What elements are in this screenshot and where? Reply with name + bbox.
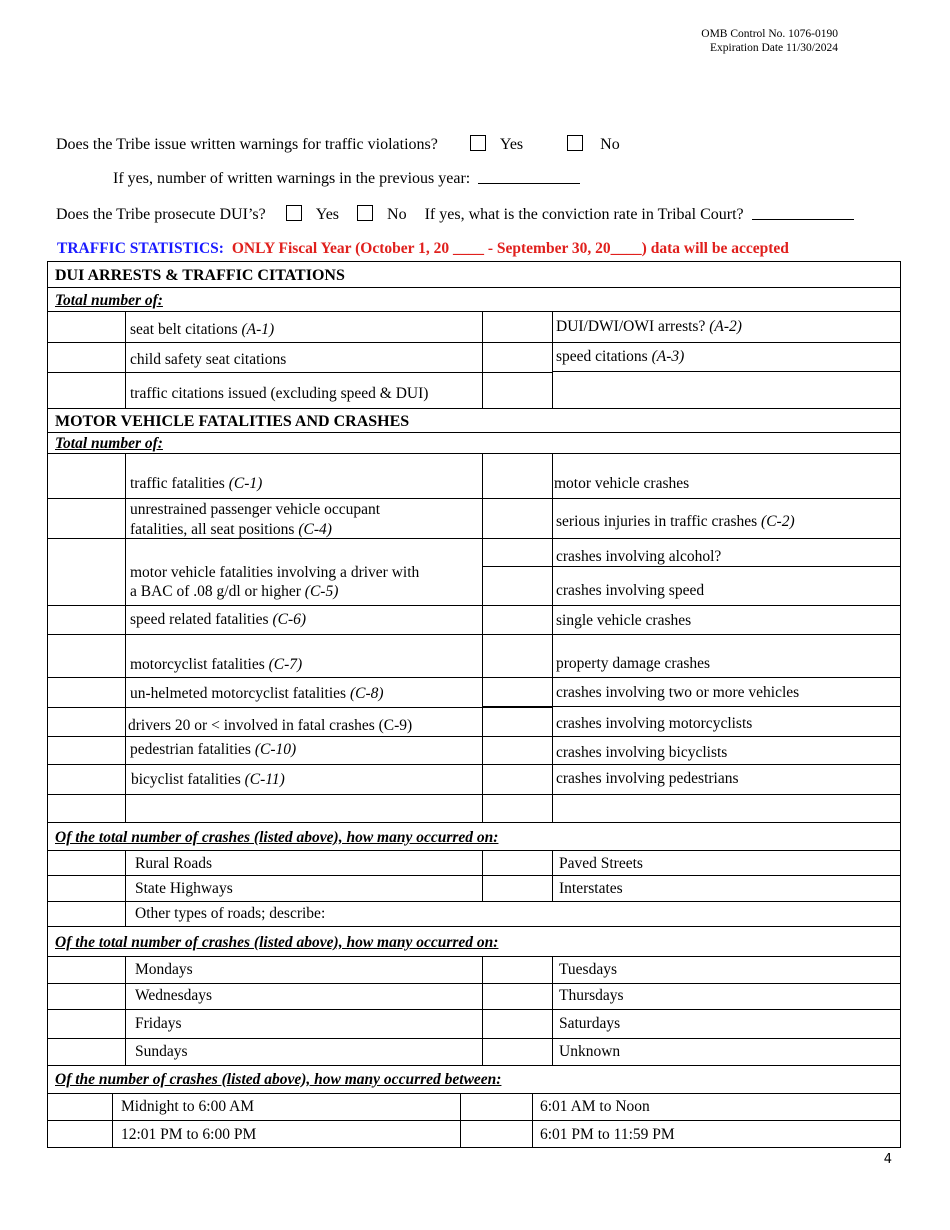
label-crashes-alcohol: crashes involving alcohol? bbox=[556, 548, 722, 565]
row-rule bbox=[47, 372, 552, 373]
dui-yes-checkbox[interactable] bbox=[286, 205, 302, 221]
column-rule bbox=[482, 453, 483, 822]
question-warnings-count bbox=[113, 170, 580, 188]
label-speed-citations: speed citations (A-3) bbox=[556, 348, 685, 365]
row-rule bbox=[47, 736, 552, 737]
question-text: Does the Tribe prosecute DUI’s? bbox=[56, 206, 266, 223]
row-rule bbox=[482, 677, 901, 678]
expiration-date: Expiration Date 11/30/2024 bbox=[710, 42, 838, 54]
column-rule bbox=[552, 956, 553, 1065]
row-rule bbox=[47, 342, 901, 343]
label-motor-vehicle-crashes: motor vehicle crashes bbox=[554, 475, 690, 492]
label-bicyclist-fatalities: bicyclist fatalities (C-11) bbox=[131, 771, 285, 788]
column-rule bbox=[552, 850, 553, 901]
label-tuesdays: Tuesdays bbox=[559, 961, 617, 978]
traffic-statistics-title bbox=[57, 240, 789, 258]
table-rule bbox=[47, 1093, 901, 1094]
label-unknown: Unknown bbox=[559, 1043, 621, 1060]
label-young-drivers: drivers 20 or < involved in fatal crashes (C-9) bbox=[128, 717, 413, 734]
traffic-statistics-label: TRAFFIC STATISTICS: bbox=[57, 240, 224, 257]
column-rule bbox=[552, 453, 553, 822]
subheading-road-types: Of the total number of crashes (listed above), how many occurred on: bbox=[55, 829, 499, 846]
label-midnight-to-6am: Midnight to 6:00 AM bbox=[121, 1098, 255, 1115]
table-rule bbox=[47, 956, 901, 957]
label-state-highways: State Highways bbox=[135, 880, 233, 897]
row-rule bbox=[552, 371, 901, 372]
row-rule bbox=[47, 875, 901, 876]
label-fridays: Fridays bbox=[135, 1015, 182, 1032]
omb-header bbox=[701, 27, 838, 55]
table-rule bbox=[47, 1065, 901, 1066]
no-label: No bbox=[387, 206, 407, 223]
row-rule bbox=[47, 605, 552, 606]
row-rule bbox=[482, 764, 901, 765]
warnings-yes-checkbox[interactable] bbox=[470, 135, 486, 151]
row-rule bbox=[47, 707, 552, 708]
question-prosecute-dui bbox=[56, 205, 854, 224]
column-rule bbox=[125, 311, 126, 408]
row-rule bbox=[482, 794, 901, 795]
table-rule bbox=[47, 408, 901, 409]
label-unhelmeted-fatalities: un-helmeted motorcyclist fatalities (C-8) bbox=[130, 685, 384, 702]
row-rule bbox=[47, 1038, 901, 1039]
row-rule bbox=[482, 634, 901, 635]
label-pedestrian-crashes: crashes involving pedestrians bbox=[556, 770, 739, 787]
section-heading-dui: DUI ARRESTS & TRAFFIC CITATIONS bbox=[55, 267, 345, 284]
label-other-roads: Other types of roads; describe: bbox=[135, 905, 326, 922]
column-rule bbox=[125, 453, 126, 822]
column-rule bbox=[552, 311, 553, 408]
row-rule bbox=[47, 634, 552, 635]
conviction-rate-field[interactable] bbox=[752, 206, 854, 220]
label-sundays: Sundays bbox=[135, 1043, 188, 1060]
label-wednesdays: Wednesdays bbox=[135, 987, 213, 1004]
question-text: If yes, number of written warnings in the previous year: bbox=[113, 170, 471, 187]
label-serious-injuries: serious injuries in traffic crashes (C-2) bbox=[556, 513, 795, 530]
row-rule bbox=[47, 794, 552, 795]
table-rule bbox=[47, 432, 901, 433]
fiscal-year-note: ONLY Fiscal Year (October 1, 20 ____ - September 30, 20____) data will be accepted bbox=[231, 240, 789, 257]
table-rule bbox=[47, 926, 901, 927]
label-seat-belt-citations: seat belt citations (A-1) bbox=[130, 321, 275, 338]
label-6pm-to-midnight: 6:01 PM to 11:59 PM bbox=[540, 1126, 675, 1143]
row-rule bbox=[47, 677, 552, 678]
conviction-question: If yes, what is the conviction rate in Tribal Court? bbox=[424, 206, 744, 223]
row-rule bbox=[47, 1009, 901, 1010]
page-number: 4 bbox=[883, 1152, 892, 1167]
column-rule bbox=[112, 1093, 113, 1148]
table-rule bbox=[47, 453, 901, 454]
subheading-total: Total number of: bbox=[55, 435, 163, 452]
label-unrestrained-occupant-cont: fatalities, all seat positions (C-4) bbox=[130, 521, 332, 538]
label-dui-arrests: DUI/DWI/OWI arrests? (A-2) bbox=[556, 318, 742, 335]
yes-label: Yes bbox=[315, 206, 340, 223]
row-rule bbox=[47, 498, 552, 499]
label-bicyclist-crashes: crashes involving bicyclists bbox=[556, 744, 728, 761]
label-traffic-fatalities: traffic fatalities (C-1) bbox=[130, 475, 263, 492]
label-motorcyclist-fatalities: motorcyclist fatalities (C-7) bbox=[130, 656, 303, 673]
label-pedestrian-fatalities: pedestrian fatalities (C-10) bbox=[130, 741, 297, 758]
subheading-days: Of the total number of crashes (listed above), how many occurred on: bbox=[55, 934, 499, 951]
row-rule bbox=[482, 605, 901, 606]
column-rule bbox=[125, 850, 126, 926]
omb-control-number: OMB Control No. 1076-0190 bbox=[701, 28, 838, 40]
dui-no-checkbox[interactable] bbox=[357, 205, 373, 221]
row-rule bbox=[482, 538, 901, 539]
question-written-warnings bbox=[56, 135, 620, 154]
row-rule bbox=[482, 736, 901, 737]
table-rule bbox=[47, 287, 901, 288]
subheading-time-of-day: Of the number of crashes (listed above), how many occurred between: bbox=[55, 1071, 502, 1088]
table-rule bbox=[47, 850, 901, 851]
label-6am-to-noon: 6:01 AM to Noon bbox=[540, 1098, 650, 1115]
column-rule bbox=[532, 1093, 533, 1148]
column-rule bbox=[482, 956, 483, 1065]
label-single-vehicle-crashes: single vehicle crashes bbox=[556, 612, 692, 629]
label-bac-fatalities: motor vehicle fatalities involving a driver with bbox=[130, 564, 420, 581]
label-noon-to-6pm: 12:01 PM to 6:00 PM bbox=[121, 1126, 257, 1143]
row-rule bbox=[47, 764, 552, 765]
label-speed-fatalities: speed related fatalities (C-6) bbox=[130, 611, 307, 628]
warnings-no-checkbox[interactable] bbox=[567, 135, 583, 151]
table-rule bbox=[47, 822, 901, 823]
question-text: Does the Tribe issue written warnings for traffic violations? bbox=[56, 136, 438, 153]
section-heading-fatalities: MOTOR VEHICLE FATALITIES AND CRASHES bbox=[55, 413, 410, 430]
label-multi-vehicle-crashes: crashes involving two or more vehicles bbox=[556, 684, 800, 701]
yes-label: Yes bbox=[499, 136, 524, 153]
row-rule bbox=[47, 1120, 901, 1121]
row-rule bbox=[47, 983, 901, 984]
label-motorcyclist-crashes: crashes involving motorcyclists bbox=[556, 715, 753, 732]
row-rule bbox=[482, 566, 901, 567]
column-rule bbox=[460, 1093, 461, 1148]
no-label: No bbox=[600, 136, 620, 153]
label-rural-roads: Rural Roads bbox=[135, 855, 213, 872]
label-thursdays: Thursdays bbox=[559, 987, 624, 1004]
label-paved-streets: Paved Streets bbox=[559, 855, 643, 872]
warnings-count-field[interactable] bbox=[478, 170, 580, 184]
column-rule bbox=[125, 956, 126, 1065]
row-rule bbox=[482, 498, 901, 499]
label-crashes-speed: crashes involving speed bbox=[556, 582, 705, 599]
label-property-damage-crashes: property damage crashes bbox=[556, 655, 711, 672]
row-rule bbox=[47, 901, 901, 902]
label-interstates: Interstates bbox=[559, 880, 623, 897]
label-saturdays: Saturdays bbox=[559, 1015, 621, 1032]
row-rule bbox=[482, 706, 901, 707]
table-rule bbox=[47, 311, 901, 312]
column-rule bbox=[482, 311, 483, 408]
label-traffic-citations: traffic citations issued (excluding speed & DUI) bbox=[130, 385, 429, 402]
subheading-total: Total number of: bbox=[55, 292, 163, 309]
label-unrestrained-occupant: unrestrained passenger vehicle occupant bbox=[130, 501, 381, 518]
label-bac-fatalities-cont: a BAC of .08 g/dl or higher (C-5) bbox=[130, 583, 339, 600]
label-mondays: Mondays bbox=[135, 961, 193, 978]
column-rule bbox=[482, 850, 483, 901]
label-child-safety-seat: child safety seat citations bbox=[130, 351, 287, 368]
